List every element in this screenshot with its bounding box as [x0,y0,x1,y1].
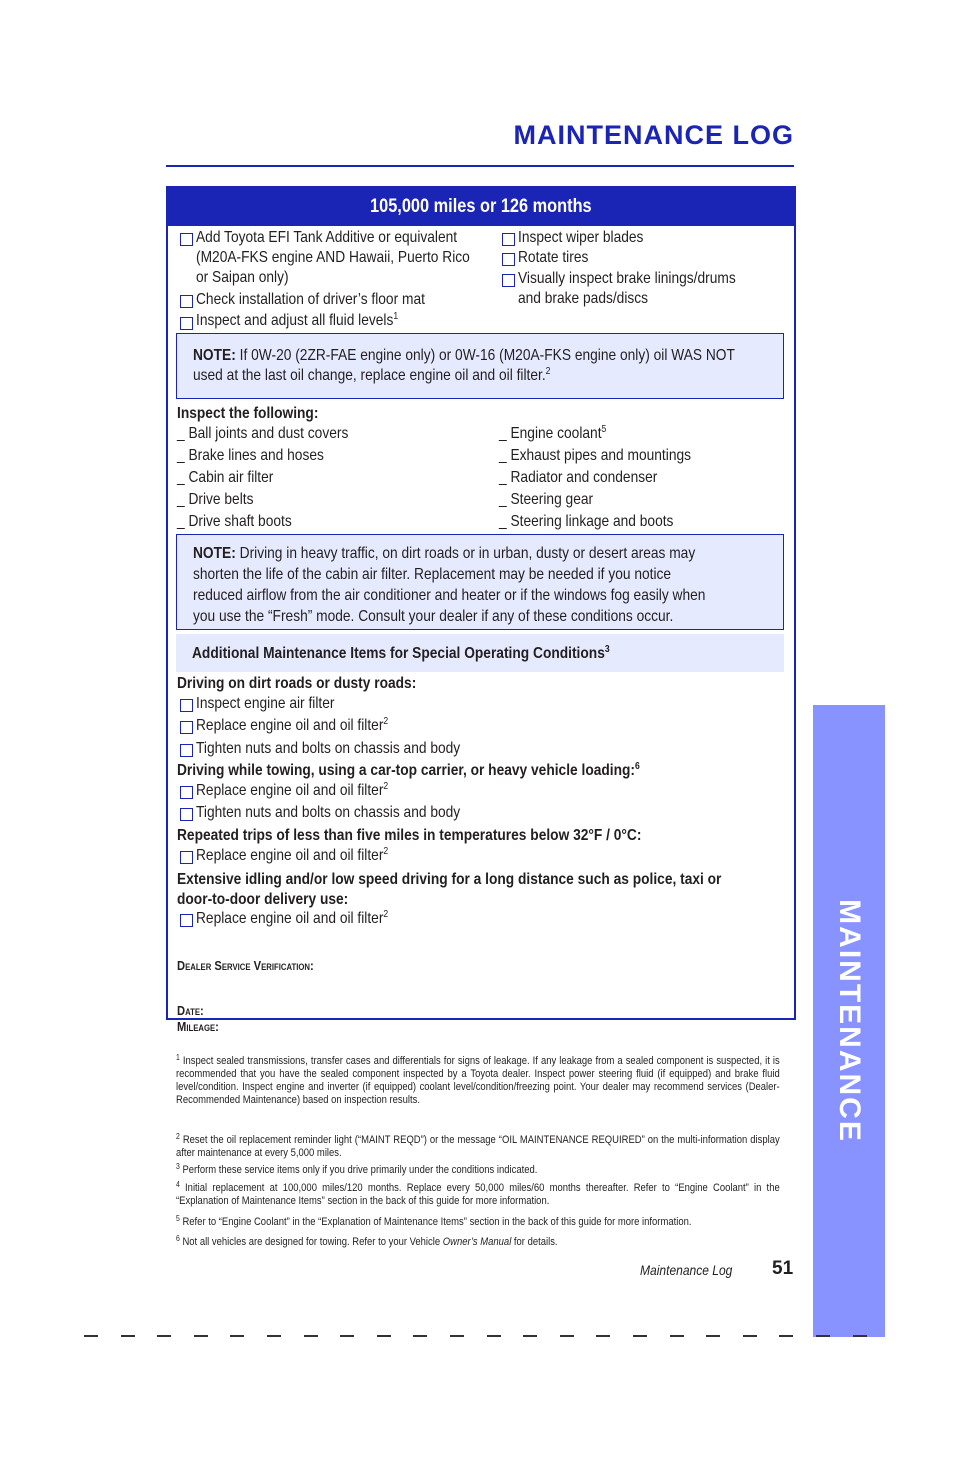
condition-item: Replace engine oil and oil filter$^2$ [196,716,389,734]
page-title: MAINTENANCE LOG [513,120,794,150]
checkbox-icon[interactable] [502,253,515,266]
dash-segment [121,1335,135,1337]
inspect-list-left: _ Ball joints and dust covers _ Brake lines and hoses _ Cabin air filter _ Drive belts _ Drive shaft boots [177,425,349,530]
condition-item: Inspect engine air filter [196,695,335,712]
note-text: NOTE: If 0W-20 (2ZR-FAE engine only) or 0W-16 (M20A-FKS engine only) oil WAS NOT used at the last oil change, replace engine oil and oil filter.$^2$ [193,347,735,384]
footer-section-label: Maintenance Log [640,1262,733,1278]
checkbox-icon[interactable] [180,699,193,712]
dash-segment [450,1335,464,1337]
footnote: $^2$ Reset the oil replacement reminder light (“MAINT REQD”) or the message “OIL MAINTENANCE REQUIRED” on the multi-information display after maintenance at every 5,000 miles. [176,1132,780,1159]
dash-segment [194,1335,208,1337]
checkbox-icon[interactable] [180,317,193,330]
condition-heading: Extensive idling and/or low speed driving for a long distance such as police, taxi or door-to-door delivery use: [177,871,722,908]
check-item-label: Visually inspect brake linings/drums and brake pads/discs [518,270,736,307]
note-box [176,333,784,399]
section-side-tab [813,705,885,1337]
special-conditions-title: Additional Maintenance Items for Special Operating Conditions$^3$ [192,644,610,662]
side-tab-label: MAINTENANCE [833,899,866,1143]
dash-segment [413,1335,427,1337]
dash-segment [304,1335,318,1337]
special-conditions-bar [176,634,784,672]
dash-segment [267,1335,281,1337]
date-label: Date: [177,1003,204,1018]
dash-segment [523,1335,537,1337]
interval-heading: 105,000 miles or 126 months [168,188,794,226]
inspect-list-right: _ Engine coolant$^5$ _ Exhaust pipes and mountings _ Radiator and condenser _ Steering gear _ Steering linkage and boots [499,424,692,530]
check-item-label: Inspect and adjust all fluid levels$^1$ [196,311,399,329]
condition-heading: Driving on dirt roads or dusty roads: [177,675,417,692]
checkbox-icon[interactable] [502,233,515,246]
dash-segment [670,1335,684,1337]
dash-segment [743,1335,757,1337]
checkbox-icon[interactable] [180,721,193,734]
check-item-label: Rotate tires [518,249,589,266]
condition-item: Tighten nuts and bolts on chassis and body [196,740,461,757]
dash-segment [706,1335,720,1337]
footnote: $^5$ Refer to “Engine Coolant” in the “Explanation of Maintenance Items” section in the back of this guide for more information. [176,1214,692,1228]
inspect-heading: Inspect the following: [177,405,319,422]
dealer-verification-label: Dealer Service Verification: [177,958,314,973]
note-box [176,534,784,630]
title-rule [166,165,794,167]
checkbox-icon[interactable] [180,914,193,927]
checkbox-icon[interactable] [180,808,193,821]
dash-segment [340,1335,354,1337]
condition-item: Tighten nuts and bolts on chassis and body [196,804,461,821]
dash-segment [377,1335,391,1337]
note-text: NOTE: Driving in heavy traffic, on dirt roads or in urban, dusty or desert areas may shorten the life of the cabin air filter. Replacement may be needed if you notice reduced airflow from the air conditioner and heater or if the windows fog easily when you use the “Fresh” mode. Consult your dealer if any of these conditions occur. [193,545,706,625]
check-item-label: Add Toyota EFI Tank Additive or equivalent (M20A-FKS engine AND Hawaii, Puerto Rico or Saipan only) [196,229,470,286]
checkbox-icon[interactable] [502,274,515,287]
footnote: $^6$ Not all vehicles are designed for towing. Refer to your Vehicle Owner’s Manual for details. [176,1234,558,1248]
check-item-label: Check installation of driver’s floor mat [196,291,425,308]
dashed-rule [84,1335,876,1337]
condition-item: Replace engine oil and oil filter$^2$ [196,781,389,799]
checkbox-icon[interactable] [180,744,193,757]
condition-item: Replace engine oil and oil filter$^2$ [196,909,389,927]
footnote: $^4$ Initial replacement at 100,000 miles/120 months. Replace every 50,000 miles/60 months thereafter. Refer to “Engine Coolant” in the “Explanation of Maintenance Items” section in the back of this guide for more information. [176,1180,780,1207]
dash-segment [633,1335,647,1337]
checkbox-icon[interactable] [180,786,193,799]
page-number: 51 [772,1258,794,1279]
dash-segment [84,1335,98,1337]
check-item-label: Inspect wiper blades [518,229,644,246]
dash-segment [816,1335,830,1337]
dash-segment [596,1335,610,1337]
mileage-label: Mileage: [177,1019,219,1034]
dash-segment [779,1335,793,1337]
condition-heading: Repeated trips of less than five miles in temperatures below 32°F / 0°C: [177,827,642,844]
checkbox-icon[interactable] [180,233,193,246]
dash-segment [853,1335,867,1337]
checkbox-icon[interactable] [180,295,193,308]
maintenance-box [166,186,796,1034]
dash-segment [157,1335,171,1337]
dash-segment [230,1335,244,1337]
footnote: $^3$ Perform these service items only if you drive primarily under the conditions indicated. [176,1162,538,1176]
checkbox-icon[interactable] [180,851,193,864]
condition-heading: Driving while towing, using a car-top carrier, or heavy vehicle loading:$^6$ [177,761,640,779]
dealer-fields [177,1003,226,1035]
dash-segment [487,1335,501,1337]
condition-item: Replace engine oil and oil filter$^2$ [196,846,389,864]
dash-segment [560,1335,574,1337]
footnote: $^1$ Inspect sealed transmissions, transfer cases and differentials for signs of leakage. If any leakage from a sealed component is suspected, it is recommended that you have the sealed component inspected by a Toyota dealer. Inspect power steering fluid (if equipped) and brake fluid level/condition. Inspect engine and inverter (if equipped) coolant level/condition/freezing point. Your dealer may recommend services (Dealer-Recommended Maintenance) based on inspection results. [176,1053,780,1106]
